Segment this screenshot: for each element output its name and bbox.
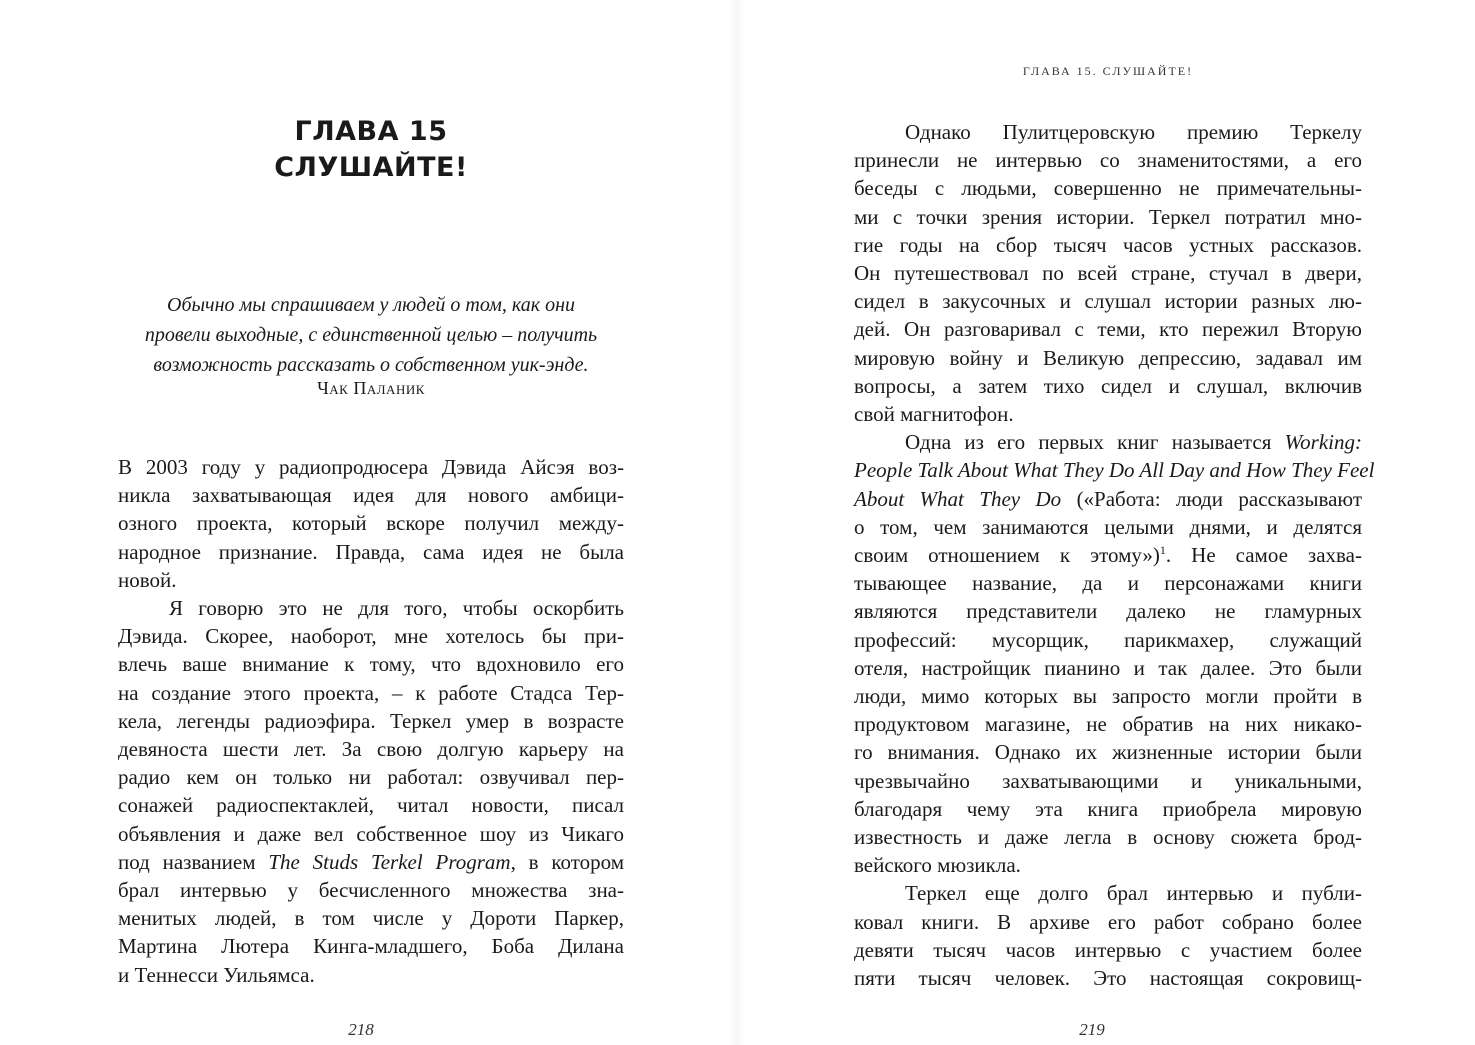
text-line: продуктовом магазине, не обратив на них никако-: [854, 712, 1362, 737]
text-line: люди, мимо которых вы запросто могли пройти в: [854, 684, 1362, 709]
text-line: отеля, настройщик пианино и так далее. Это были: [854, 655, 1362, 680]
text-line: влечь ваше внимание к тому, что вдохновило его: [118, 652, 624, 677]
text-line: мировую войну и Великую депрессию, задавал им: [854, 345, 1362, 370]
text-line: Я говорю это не для того, чтобы оскорбить: [169, 596, 624, 621]
text-line: [854, 456, 1375, 484]
epigraph-line: Обычно мы спрашиваем у людей о том, как они: [167, 294, 575, 316]
text-line: профессий: мусорщик, парикмахер, служащий: [854, 627, 1362, 652]
text-line: Мартина Лютера Кинга-младшего, Боба Дилана: [118, 934, 624, 959]
text-line: благодаря чему эта книга приобрела мировую: [854, 796, 1362, 821]
text-line: пяти тысяч человек. Это настоящая сокровищ-: [854, 966, 1362, 991]
text-line: го внимания. Однако их жизненные истории были: [854, 740, 1362, 765]
text-line: являются представители далеко не гламурных: [854, 599, 1362, 624]
text-line: Дэвида. Скорее, наоборот, мне хотелось бы при-: [118, 624, 624, 649]
text-line: [854, 428, 1362, 456]
epigraph-line: провели выходные, с единственной целью – получить: [144, 324, 598, 346]
text-line: принесли не интервью со знаменитостями, а его: [854, 148, 1362, 173]
text-line: брал интервью у бесчисленного множества зна-: [118, 878, 624, 903]
right-page: [737, 0, 1475, 1045]
text-line: гие годы на сбор тысяч часов устных рассказов.: [854, 232, 1362, 257]
book-title: Working:: [1284, 430, 1362, 455]
text-line: [118, 848, 624, 876]
text-segment: под названием: [118, 849, 269, 874]
text-line: [854, 485, 1362, 513]
text-line: на создание этого проекта, – к работе Стадса Тер-: [118, 680, 624, 705]
text-line: [854, 541, 1362, 569]
page-number: 219: [1079, 1020, 1105, 1039]
text-line: вопросы, а затем тихо сидел и слушал, включив: [854, 373, 1362, 398]
text-line: известность и даже легла в основу сюжета брод-: [854, 825, 1362, 850]
chapter-title: СЛУШАЙТЕ!: [274, 152, 468, 183]
page-number: 218: [348, 1020, 374, 1039]
text-line: свой магнитофон.: [854, 402, 1014, 427]
text-line: Однако Пулитцеровскую премию Теркелу: [905, 120, 1362, 144]
text-line: менитых людей, в том числе у Дороти Паркер,: [118, 906, 624, 931]
text-line: Теркел еще долго брал интервью и публи-: [905, 881, 1362, 906]
text-line: никла захватывающая идея для нового амбици-: [118, 483, 624, 508]
text-line: девяти тысяч часов интервью с участием более: [854, 937, 1362, 962]
book-title: People Talk About What They Do All Day and How They Feel: [854, 458, 1375, 483]
text-line: и Теннесси Уильямса.: [118, 962, 315, 987]
left-page: [0, 0, 737, 1045]
book-title: About What They Do: [854, 486, 1062, 511]
text-line: объявления и даже вел собственное шоу из Чикаго: [118, 821, 624, 846]
text-line: девяноста шести лет. За свою долгую карьеру на: [118, 737, 624, 762]
text-line: тывающее название, да и персонажами книги: [854, 571, 1362, 596]
epigraph-author: Чак Паланик: [317, 378, 425, 398]
text-line: ковал книги. В архиве его работ собрано более: [854, 909, 1362, 934]
text-line: беседы с людьми, совершенно не примечательны-: [854, 176, 1362, 201]
text-line: Он путешествовал по всей стране, стучал в двери,: [854, 261, 1362, 286]
program-title: The Studs Terkel Program: [268, 849, 511, 874]
text-line: радио кем он только ни работал: озвучивал пер-: [118, 765, 624, 790]
epigraph: [118, 290, 624, 380]
text-segment: Одна из его первых книг называется: [905, 430, 1285, 455]
text-segment: . Не самое захва-: [1165, 543, 1362, 568]
text-line: В 2003 году у радиопродюсера Дэвида Айсэя воз-: [118, 455, 624, 479]
running-head: ГЛАВА 15. СЛУШАЙТЕ!: [1022, 64, 1194, 78]
text-line: ми с точки зрения истории. Теркел потратил мно-: [854, 204, 1362, 229]
right-body-text: [854, 118, 1375, 992]
text-segment: своим отношением к этому»): [854, 543, 1160, 568]
epigraph-line: возможность рассказать о собственном уик-энде.: [153, 354, 589, 376]
text-line: чрезвычайно захватывающими и уникальными,: [854, 768, 1362, 793]
text-segment: («Работа: люди рассказывают: [1061, 486, 1362, 511]
text-line: о том, чем занимаются целыми днями, и делятся: [854, 514, 1362, 539]
text-line: дей. Он разговаривал с теми, кто пережил Вторую: [854, 317, 1362, 342]
text-line: новой.: [118, 567, 177, 592]
chapter-number: ГЛАВА 15: [294, 116, 448, 147]
text-segment: , в котором: [510, 849, 624, 874]
footnote-marker[interactable]: 1: [1159, 543, 1166, 558]
text-line: сидел в закусочных и слушал истории разных лю-: [854, 289, 1362, 314]
text-line: народное признание. Правда, сама идея не была: [118, 539, 624, 564]
text-line: озного проекта, который вскоре получил между-: [118, 511, 624, 536]
left-body-text: [118, 453, 624, 989]
text-line: вейского мюзикла.: [854, 853, 1021, 878]
text-line: кела, легенды радиоэфира. Теркел умер в возрасте: [118, 708, 624, 733]
text-line: сонажей радиоспектаклей, читал новости, писал: [118, 793, 624, 818]
